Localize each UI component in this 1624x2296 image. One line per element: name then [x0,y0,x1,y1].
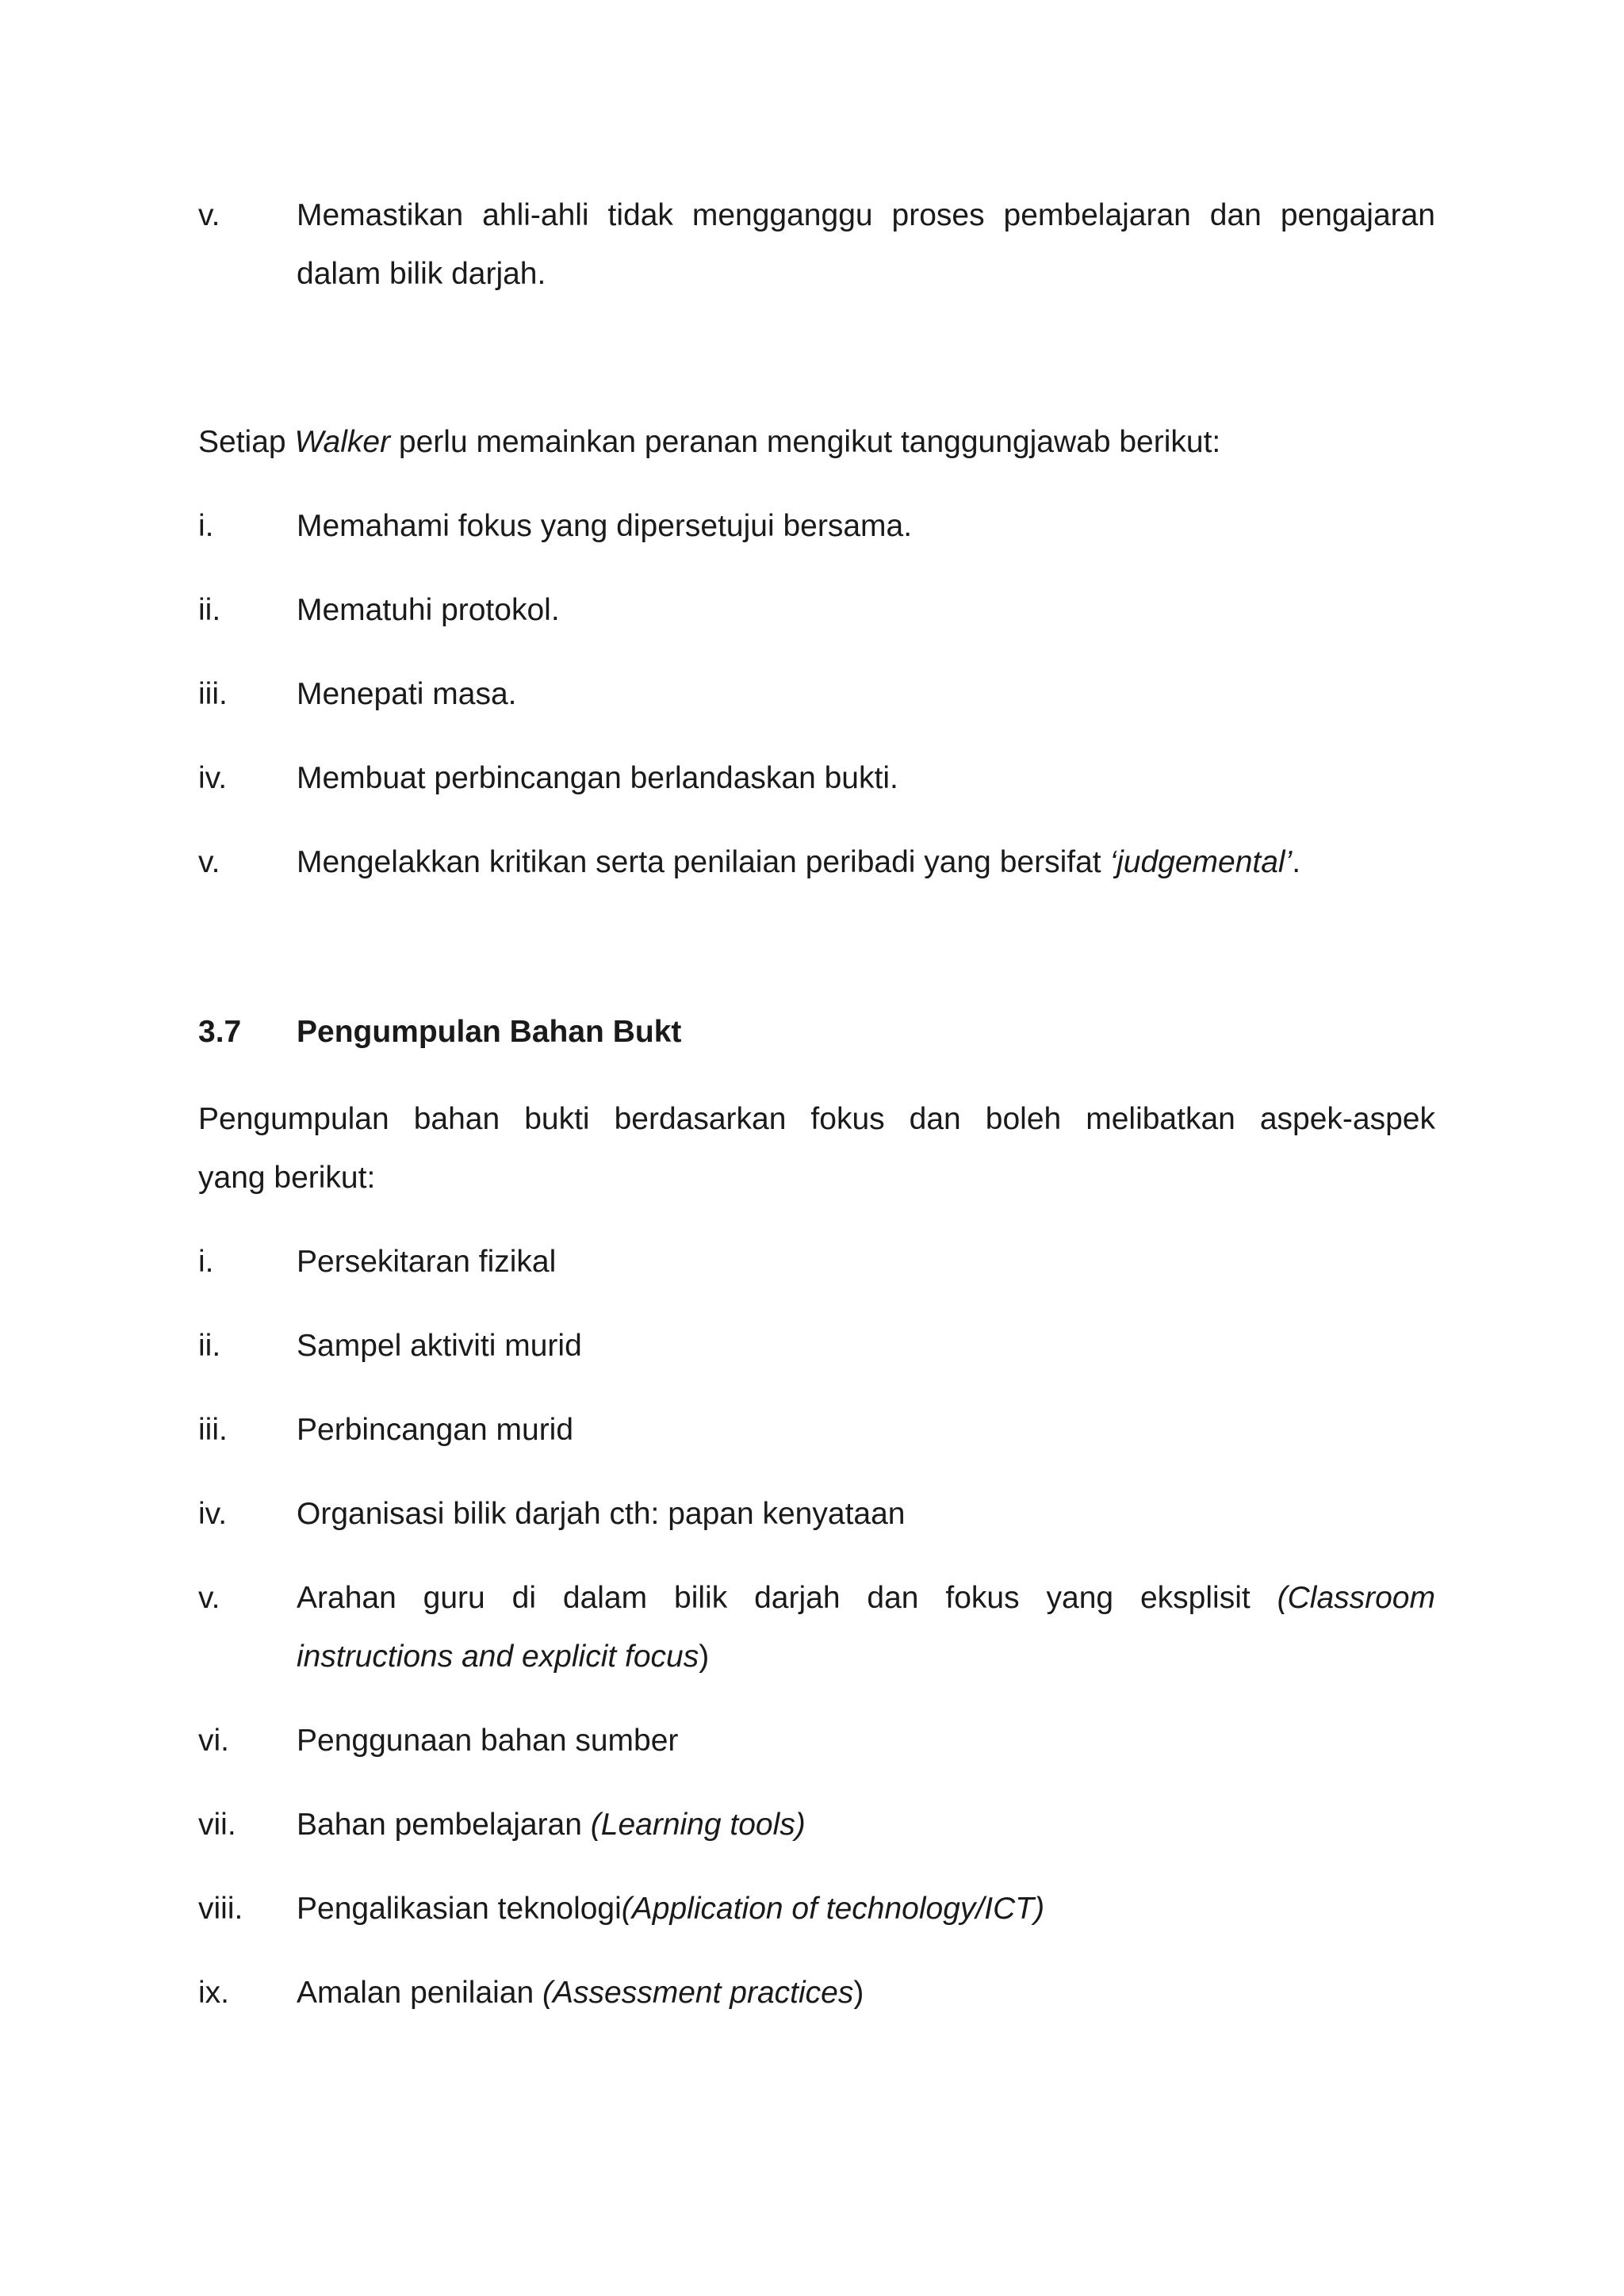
section-intro [0,1104,1624,1151]
list-number: i. [198,1245,214,1279]
list-text-line: Memastikan ahli-ahli tidak mengganggu proses pembelajaran dan pengajaran [297,198,1435,232]
list-number: ii. [198,593,221,627]
list-text-line [297,1641,709,1672]
list-item [0,847,1624,894]
section-number: 3.7 [198,1015,242,1049]
section-title: Pengumpulan Bahan Bukt [297,1015,682,1049]
list-number: vii. [198,1808,236,1842]
list-text-part: Mengelakkan kritikan serta penilaian peribadi yang bersifat [297,845,1101,879]
list-number: iv. [198,761,228,795]
list-number: v. [198,845,220,879]
list-text-italic: (Application of technology/ICT) [621,1892,1045,1926]
section-heading [0,1016,1624,1064]
list-item [0,595,1624,642]
list-item [0,200,1624,247]
list-text-part: Pengalikasian teknologi [297,1892,622,1926]
list-number: ii. [198,1329,221,1363]
paragraph-line: yang berikut: [198,1161,376,1195]
list-text-part: Arahan guru di dalam bilik darjah dan fokus yang eksplisit [297,1581,1251,1615]
list-number: iii. [198,1413,228,1447]
paragraph-text [198,427,1220,457]
list-text-part: ) [853,1976,864,2010]
list-item [0,1977,1624,2025]
list-text: Sampel aktiviti murid [297,1329,582,1363]
list-text [297,1809,806,1840]
list-text-italic: (Learning tools) [590,1808,806,1842]
list-item [0,679,1624,726]
list-number: viii. [198,1892,243,1926]
list-text: Menepati masa. [297,677,517,711]
list-item [0,1809,1624,1857]
list-item [0,1725,1624,1773]
paragraph-line: Pengumpulan bahan bukti berdasarkan fokus dan boleh melibatkan aspek-aspek [198,1102,1435,1136]
list-number: v. [198,1581,220,1615]
section-intro [0,1162,1624,1210]
list-item [0,1414,1624,1462]
list-text-line: dalam bilik darjah. [297,257,546,291]
list-item-continuation [0,258,1624,306]
list-text-part: Amalan penilaian [297,1976,534,2010]
list-text: Penggunaan bahan sumber [297,1724,679,1758]
list-text: Memahami fokus yang dipersetujui bersama. [297,509,913,543]
list-text-part: ) [699,1640,710,1674]
list-text: Membuat perbincangan berlandaskan bukti. [297,761,898,795]
list-text-italic: ‘judgemental’ [1109,845,1293,879]
list-text [297,1893,1044,1924]
list-item [0,1893,1624,1941]
list-text [297,847,1300,878]
list-item-continuation [0,1641,1624,1689]
list-item [0,763,1624,810]
list-text: Mematuhi protokol. [297,593,560,627]
intro-text: Setiap [198,425,286,459]
list-text: Organisasi bilik darjah cth: papan kenyataan [297,1497,906,1531]
list-text: Perbincangan murid [297,1413,574,1447]
intro-text: perlu memainkan peranan mengikut tanggungjawab berikut: [398,425,1221,459]
list-item [0,1498,1624,1546]
list-text-part: . [1292,845,1301,879]
list-text: Persekitaran fizikal [297,1245,557,1279]
list-item [0,1246,1624,1294]
list-text-part: Bahan pembelajaran [297,1808,582,1842]
list-item [0,1330,1624,1378]
list-text-italic: instructions and explicit focus [297,1640,699,1674]
list-text-line [297,1582,1435,1613]
list-item [0,1582,1624,1630]
intro-italic: Walker [294,425,391,459]
list-text-italic: (Classroom [1277,1581,1435,1615]
list-number: vi. [198,1724,229,1758]
list-number: ix. [198,1976,229,2010]
walker-intro [0,427,1624,474]
list-number: v. [198,198,220,232]
list-number: iii. [198,677,228,711]
list-item [0,511,1624,558]
list-text-italic: (Assessment practices [542,1976,854,2010]
list-number: i. [198,509,214,543]
list-text [297,1977,864,2008]
list-number: iv. [198,1497,228,1531]
